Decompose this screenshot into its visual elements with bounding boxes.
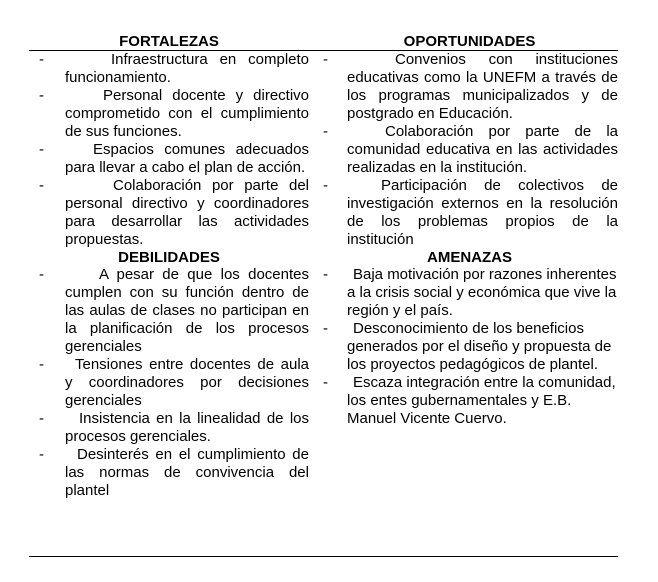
weakness-item bbox=[29, 266, 309, 356]
bullet: - bbox=[323, 51, 328, 68]
bullet: - bbox=[323, 123, 328, 140]
weaknesses-heading-cell bbox=[29, 249, 321, 266]
weakness-item bbox=[29, 446, 309, 500]
opportunity-text: Colaboración por parte de la comunidad educativa en las actividades realizadas en la institución. bbox=[347, 123, 618, 176]
bullet: - bbox=[323, 374, 328, 391]
threats-column bbox=[321, 266, 618, 500]
bullet: - bbox=[39, 177, 44, 194]
strength-item bbox=[29, 177, 309, 249]
strengths-list bbox=[29, 51, 309, 249]
weaknesses-list bbox=[29, 266, 309, 500]
threat-item bbox=[321, 320, 618, 374]
opportunity-item bbox=[321, 51, 618, 123]
bullet: - bbox=[323, 320, 328, 337]
strength-text: Espacios comunes adecuados para llevar a cabo el plan de acción. bbox=[65, 141, 309, 176]
weakness-text: Tensiones entre docentes de aula y coordinadores por decisiones gerenciales bbox=[65, 356, 309, 409]
bottom-row bbox=[29, 266, 618, 500]
weakness-text: A pesar de que los docentes cumplen con su función dentro de las aulas de clases no participan en la planificación de los procesos gerenciales bbox=[65, 266, 309, 355]
bullet: - bbox=[323, 177, 328, 194]
strengths-heading-cell bbox=[29, 33, 321, 50]
threat-text: Escaza integración entre la comunidad, los entes gubernamentales y E.B. Manuel Vicente Cuervo. bbox=[347, 374, 616, 427]
weakness-text: Insistencia en la linealidad de los procesos gerenciales. bbox=[65, 410, 309, 445]
opportunities-list bbox=[321, 51, 618, 249]
weakness-text: Desinterés en el cumplimiento de las normas de convivencia del plantel bbox=[65, 446, 309, 499]
threats-heading: AMENAZAS bbox=[427, 249, 512, 266]
opportunity-item bbox=[321, 123, 618, 177]
opportunity-item bbox=[321, 177, 618, 249]
weaknesses-heading: DEBILIDADES bbox=[118, 249, 220, 266]
bullet: - bbox=[39, 266, 44, 283]
strength-item bbox=[29, 141, 309, 177]
second-header-row bbox=[29, 249, 618, 266]
threat-text: Baja motivación por razones inherentes a la crisis social y económica que vive la región y el país. bbox=[347, 266, 617, 319]
threats-list bbox=[321, 266, 618, 428]
weakness-item bbox=[29, 410, 309, 446]
strength-item bbox=[29, 51, 309, 87]
bullet: - bbox=[39, 141, 44, 158]
bullet: - bbox=[39, 87, 44, 104]
opportunities-heading: OPORTUNIDADES bbox=[403, 33, 536, 50]
opportunity-text: Convenios con instituciones educativas como la UNEFM a través de los programas municipalizados y de postgrado en Educación. bbox=[347, 51, 618, 122]
bullet: - bbox=[39, 356, 44, 373]
threats-heading-cell bbox=[321, 249, 618, 266]
opportunities-heading-cell bbox=[321, 33, 618, 50]
weakness-item bbox=[29, 356, 309, 410]
threat-item bbox=[321, 374, 618, 428]
opportunity-text: Participación de colectivos de investigación externos en la resolución de los problemas propios de la institución bbox=[347, 177, 618, 248]
strength-item bbox=[29, 87, 309, 141]
strength-text: Infraestructura en completo funcionamiento. bbox=[65, 51, 309, 86]
bullet: - bbox=[39, 410, 44, 427]
bullet: - bbox=[39, 51, 44, 68]
header-row bbox=[29, 33, 618, 50]
top-row bbox=[29, 51, 618, 249]
bottom-rule bbox=[29, 556, 618, 557]
bullet: - bbox=[39, 446, 44, 463]
threat-text: Desconocimiento de los beneficios generados por el diseño y propuesta de los proyectos pedagógicos de plantel. bbox=[347, 320, 612, 373]
strengths-column bbox=[29, 51, 321, 249]
swot-table bbox=[29, 33, 618, 500]
strengths-heading: FORTALEZAS bbox=[119, 33, 219, 50]
strength-text: Personal docente y directivo comprometido con el cumplimiento de sus funciones. bbox=[65, 87, 309, 140]
strength-text: Colaboración por parte del personal directivo y coordinadores para desarrollar las actividades propuestas. bbox=[65, 177, 309, 248]
bullet: - bbox=[323, 266, 328, 283]
weaknesses-column bbox=[29, 266, 321, 500]
opportunities-column bbox=[321, 51, 618, 249]
threat-item bbox=[321, 266, 618, 320]
